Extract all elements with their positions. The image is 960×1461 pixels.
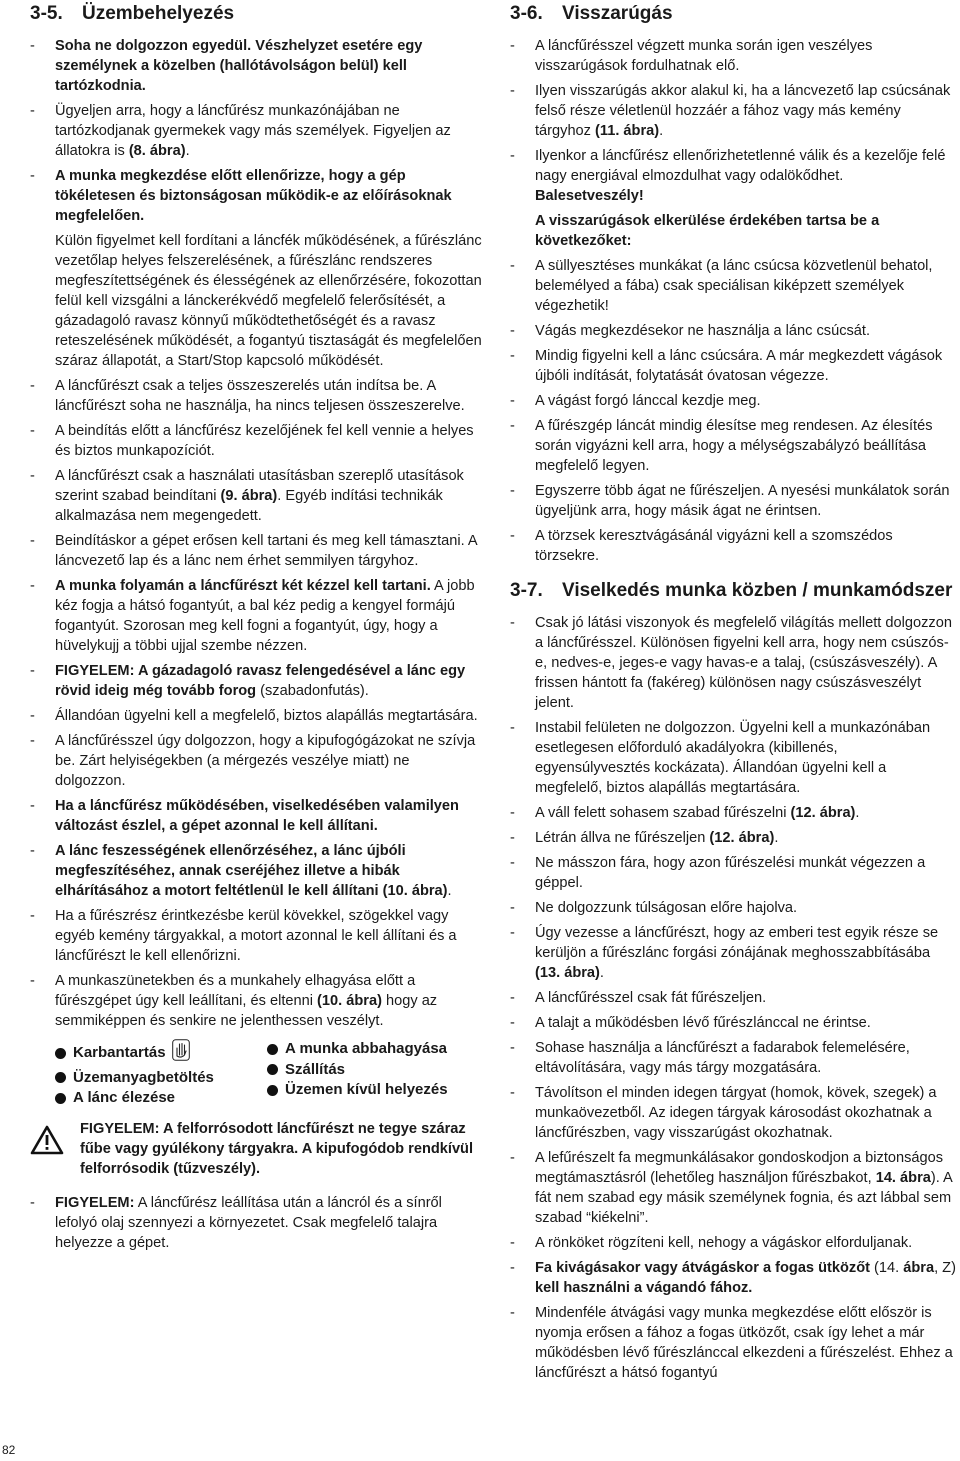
text-run: . Egyéb indítási technikák alkalmazása nem megengedett. [55,488,443,524]
text-run: A láncfűrésszel végzett munka során igen veszélyes visszarúgások fordulhatnak elő. [535,38,873,74]
list-item [30,906,482,966]
text-run: . [599,965,604,981]
section-heading-3-6 [510,2,956,26]
list-item [510,718,956,798]
list-item [30,166,482,226]
bold-text: (11. ábra) [595,123,660,139]
warning-triangle-icon [30,1119,80,1179]
text-run: A vágást forgó lánccal kezdje meg. [535,393,761,409]
list-item [30,796,482,836]
text-run: . [447,883,452,899]
text-run: A láncfűrésszel csak fát fűrészeljen. [535,990,767,1006]
text-run: Létrán állva ne fűrészeljen [535,830,710,846]
bullet-item [267,1039,479,1060]
bullet-label: Szállítás [285,1060,346,1078]
section-number: 3-5. [30,3,63,24]
text-run: Mindenféle átvágási vagy munka megkezdése előtt először is nyomja erősen a fához a fogas ütközőt, csak így lehet a már működésben lévő fűrészlánccal elkezdeni a fűrészelést. Ehhez a láncfűrészt a hátsó fogantyú [535,1305,953,1381]
text-run: A munkaszünetekben és a munkahely elhagyása előtt a fűrészgépet úgy kell leállítani, és eltenni [55,973,416,1009]
left-column [30,2,482,1258]
text-run: A jobb kéz fogja a hátsó fogantyút, a bal kéz pedig a kengyel formájú fogantyút. Szorosan meg kell fogni a fogantyút, úgy, hogy a hüvelykujj a többi ujjal szembe nézzen. [55,578,475,654]
page-number: 82 [2,1443,16,1457]
bullet-dot-icon [267,1085,278,1096]
text-run: . [659,123,664,139]
list-item [510,828,956,848]
text-run: A láncfűrészt csak a teljes összeszerelés után indítsa be. A láncfűrészt soha ne használja, ha nincs teljesen összeszerelve. [55,378,465,414]
bullet-dot-icon [55,1048,66,1059]
fire-warning [30,1119,482,1179]
right-column [510,2,956,1388]
bullet-list [55,1039,482,1109]
warning-text: FIGYELEM: A felforrósodott láncfűrészt ne tegye száraz fűbe vagy gyúlékony tárgyakra. A kipufogódob rendkívül felforrósodik (tűzveszély). [80,1120,474,1177]
text-run: Sohase használja a láncfűrészt a fadarabok felemelésére, eltávolítására, vagy más tárgy mozgatására. [535,1040,910,1076]
list-item [510,81,956,141]
list-item [510,613,956,713]
text-run: Instabil felületen ne dolgozzon. Ügyelni kell a munkazónában esetlegesen előforduló akadályokra (kibillenés, egyensúlyvesztés kockázata). Állandóan ügyelni kell a megfelelő, biztos alapállás megtartására. [535,720,931,796]
bullet-column-1 [55,1039,267,1109]
bold-text: Soha ne dolgozzon egyedül. Vészhelyzet esetére egy személynek a közelben (hallótávolságon belül) kell tartózkodnia. [55,38,423,94]
text-run: A lefűrészelt fa megmunkálásakor gondoskodjon a biztonságos megtámasztásról (lehetőleg használjon fűrészbakot, [535,1150,944,1186]
text-run: A váll felett sohasem szabad fűrészelni [535,805,791,821]
list-item [30,841,482,901]
text-run: A süllyesztéses munkákat (a lánc csúcsa közvetlenül behatol, belemélyed a fába) csak speciálisan kiképzett személyek végezhetik! [535,258,933,314]
list-item [30,36,482,96]
text-run: Ne dolgozzunk túlságosan előre hajolva. [535,900,798,916]
list-item [510,1038,956,1078]
bold-text: Balesetveszély! [535,188,644,204]
bold-text: Fa kivágásakor vagy átvágáskor a fogas ütközőt [535,1260,870,1276]
section-gap [510,571,956,579]
bold-text: kell használni a vágandó fához. [535,1280,753,1296]
list-item [510,853,956,893]
text-run: A rönköket rögzíteni kell, nehogy a vágáskor elforduljanak. [535,1235,913,1251]
list-item [30,661,482,701]
section-number: 3-7. [510,580,543,601]
list-item [510,526,956,566]
text-run: A láncfűrészt csak a használati utasításban szereplő utasítások szerint szabad beindítani [55,468,464,504]
list-item [510,923,956,983]
bullet-item [55,1088,267,1109]
section-item-list [510,613,956,1383]
bullet-label: A lánc élezése [73,1089,176,1106]
bold-text: (8. ábra) [128,143,186,159]
left-last-list [30,1193,482,1253]
section-heading-3-5 [30,2,482,26]
section-title: Visszarúgás [562,3,673,24]
text-run: Ilyen visszarúgás akkor alakul ki, ha a láncvezető lap csúcsának felső része véletlenül hozzáér a fához vagy más kemény tárgyhoz [535,83,951,139]
bullet-dot-icon [55,1072,66,1083]
list-item [510,1303,956,1383]
bold-text: Ha a láncfűrész működésében, viselkedésében valamilyen változást észlel, a gépet azonnal le kell állítani. [55,798,459,834]
bullet-label: A munka abbahagyása [285,1040,448,1057]
bold-text: A visszarúgások elkerülése érdekében tartsa be a következőket: [535,213,880,249]
list-item [510,391,956,411]
list-item [510,346,956,386]
list-item [510,988,956,1008]
list-item [30,1193,482,1253]
bold-text: FIGYELEM: [55,1194,135,1211]
list-item [510,1013,956,1033]
text-run: Mindig figyelni kell a lánc csúcsára. A már megkezdett vágások újbóli indítását, folytatását óvatosan végezze. [535,348,943,384]
text-run: hogy az semmiképpen és senkire ne jelenthessen veszélyt. [55,993,438,1029]
bold-text: (9. ábra) [220,488,278,504]
text-run: Csak jó látási viszonyok és megfelelő világítás mellett dolgozzon a láncfűrésszel. Különösen figyelni kell arra, hogy nem csúszós-e, nedves-e, jeges-e vagy havas-e a talaj, (csúszásveszély). A frissen hántott fa (fakéreg) különösen nagy csúszásveszélyt jelent. [535,615,952,711]
list-item [30,576,482,656]
bold-text: (10. ábra) [317,993,382,1009]
left-item-list [30,36,482,1031]
text-run: (szabadonfutás). [256,683,369,699]
bold-text: ábra [903,1260,935,1276]
text-run: Ügyeljen arra, hogy a láncfűrész munkazónájában ne tartózkodjanak gyermekek vagy más személyek. Figyeljen az állatokra is [55,103,451,159]
list-item [510,256,956,316]
text-run: A láncfűrész leállítása után a láncról és a sínről lefolyó olaj szennyezi a környezetet. Csak megfelelő talajra helyezze a gépet. [55,1194,442,1251]
text-run: A törzsek keresztvágásánál vigyázni kell a szomszédos törzsekre. [535,528,893,564]
text-run: Ne másszon fára, hogy azon fűrészelési munkát végezzen a géppel. [535,855,926,891]
glove-icon [172,1039,190,1068]
text-run: Vágás megkezdésekor ne használja a lánc csúcsát. [535,323,871,339]
bold-text: A munka megkezdése előtt ellenőrizze, hogy a gép tökéletesen és biztonságosan működik-e az előírásoknak megfelelően. [55,168,452,224]
text-run: ). A fát nem szabad egy másik személynek fognia, és azt lábbal sem szabad “kiékelni”. [535,1170,952,1226]
list-item [510,1258,956,1298]
list-item [30,731,482,791]
list-item [510,1233,956,1253]
list-item [510,898,956,918]
list-item [510,321,956,341]
text-run: A beindítás előtt a láncfűrész kezelőjének fel kell vennie a helyes és biztos munkapozíciót. [55,423,474,459]
bullet-item [267,1060,479,1081]
paragraph [510,211,956,251]
list-item [30,376,482,416]
bold-text: 14. ábra [875,1170,931,1186]
bullet-label: Karbantartás [73,1044,166,1061]
text-run: . [855,805,860,821]
bullet-item [55,1039,267,1068]
section-heading-3-7 [510,579,956,603]
text-run: , Z) [934,1260,956,1276]
list-item [30,706,482,726]
text-run: . [774,830,779,846]
text-run: Külön figyelmet kell fordítani a láncfék működésének, a fűrészlánc vezetőlap helyes felszerelésének, a fűrészlánc rendszeres megfeszítettségének és élességének az ellenőrzésére, fokozottan felül kell vizsgálni a lánckerékvédő megfelelő felerősítését, a gázadagoló ravasz könnyű működtethetőségét és a ravasz reteszelésének működését, a fogantyú tisztaságát és megfelelően száraz állapotát, a Start/Stop kapcsoló működését. [55,233,482,369]
bold-text: FIGYELEM: A gázadagoló ravasz felengedésével a lánc egy rövid ideig még tovább forog [55,663,466,699]
text-run: (14. [869,1260,904,1276]
list-item [30,466,482,526]
text-run: Egyszerre több ágat ne fűrészeljen. A nyesési munkálatok során ügyeljünk arra, hogy másik ágat ne érintsen. [535,483,950,519]
text-run: A fűrészgép láncát mindig élesítse meg rendesen. Az élesítés során vigyázni kell arra, hogy a mélységszabályzó beállítása megfelelő legyen. [535,418,933,474]
section-title: Viselkedés munka közben / munkamódszer [562,580,953,601]
text-run: Ilyenkor a láncfűrész ellenőrizhetetlenné válik és a kezelője felé nagy energiával elmozdulhat vagy odalökődhet. [535,148,946,184]
list-item [30,421,482,461]
list-item [510,1148,956,1228]
bullet-dot-icon [55,1093,66,1104]
bold-text: (12. ábra) [709,830,775,846]
text-run: A láncfűrésszel úgy dolgozzon, hogy a kipufogógázokat ne szívja be. Zárt helyiségekben (a mérgezés veszélye miatt) ne dolgozzon. [55,733,476,789]
bold-text: (13. ábra) [535,965,600,981]
text-run: Beindításkor a gépet erősen kell tartani és meg kell támasztani. A láncvezető lap és a lánc nem érhet semmilyen tárgyhoz. [55,533,477,569]
bullet-item [55,1068,267,1089]
bullet-label: Üzemanyagbetöltés [73,1068,214,1086]
list-item [510,146,956,206]
text-run: Távolítson el minden idegen tárgyat (homok, kövek, szegek) a munkaövezetből. Az idegen tárgyak károsodást okozhatnak a láncfűrészben, vagy visszarúgást okozhatnak. [535,1085,937,1141]
bullet-dot-icon [267,1044,278,1055]
bold-text: A lánc feszességének ellenőrzéséhez, a lánc újbóli megfeszítéséhez, annak cseréjéhez illetve a hibák elhárításához a motort feltétlenül le kell állítani (10. ábra) [55,843,448,899]
list-item [30,531,482,571]
bold-text: A munka folyamán a láncfűrészt két kézzel kell tartani. [55,578,431,594]
paragraph [30,231,482,371]
list-item [510,416,956,476]
text-run: Úgy vezesse a láncfűrészt, hogy az emberi test egyik része se kerüljön a fűrészlánc forgási zónájának meghosszabbításába [535,925,939,961]
section-item-list [510,36,956,566]
bullet-dot-icon [267,1064,278,1075]
text-run: Ha a fűrészrész érintkezésbe kerül kövekkel, szögekkel vagy egyéb kemény tárgyakkal, a motort azonnal le kell állítani és a láncfűrészt le kell ellenőrizni. [55,908,457,964]
text-run: A talajt a működésben lévő fűrészlánccal ne érintse. [535,1015,871,1031]
bullet-item [267,1080,479,1101]
list-item [510,803,956,823]
list-item [30,971,482,1031]
text-run: . [185,143,190,159]
list-item [510,481,956,521]
list-item [510,36,956,76]
bullet-column-2 [267,1039,479,1109]
text-run: Állandóan ügyelni kell a megfelelő, biztos alapállás megtartására. [55,708,478,724]
list-item [30,101,482,161]
section-title: Üzembehelyezés [82,3,235,24]
list-item [510,1083,956,1143]
bullet-label: Üzemen kívül helyezés [285,1081,448,1098]
bold-text: (12. ábra) [790,805,856,821]
section-number: 3-6. [510,3,543,24]
